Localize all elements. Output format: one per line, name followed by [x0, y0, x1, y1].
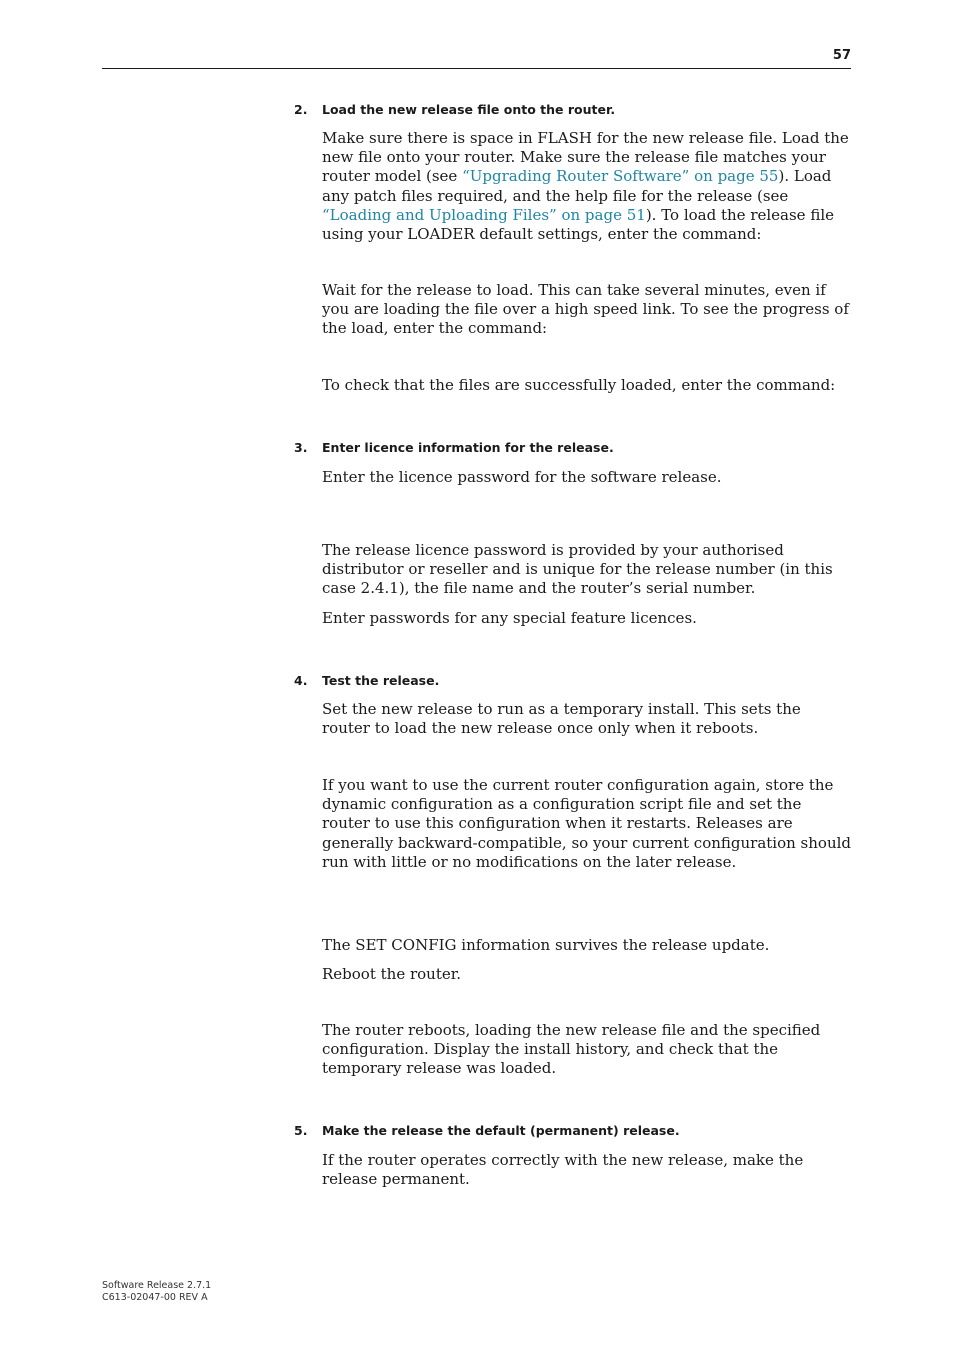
- footer: [102, 1280, 211, 1304]
- text-run: ). To load the release file using your LOADER default settings, enter the command:: [322, 205, 835, 244]
- step-title: Load the new release file onto the router.: [322, 102, 616, 117]
- footer-doc-number: C613-02047-00 REV A: [102, 1292, 208, 1303]
- step-number: 4.: [294, 673, 308, 688]
- step-number: 2.: [294, 102, 308, 117]
- step-4-paragraph-2: If you want to use the current router configuration again, store the dynamic configuration as a configuration script file and set the router to use this configuration when it restarts. Releases are generally backward-compatible, so your current configuration should run with little or no modifications on the later release.: [322, 776, 852, 871]
- text-run: ). Load any patch files required, and the help file for the release (see: [322, 167, 832, 205]
- step-title: Enter licence information for the release.: [322, 440, 614, 455]
- step-2-paragraph-2: Wait for the release to load. This can take several minutes, even if you are loading the file over a high speed link. To see the progress of the load, enter the command:: [322, 281, 849, 338]
- step-3-paragraph-2: The release licence password is provided by your authorised distributor or reseller and is unique for the release number (in this case 2.4.1), the file name and the router’s serial number.: [322, 541, 833, 598]
- step-title: Test the release.: [322, 673, 440, 688]
- step-4-paragraph-1: Set the new release to run as a temporary install. This sets the router to load the new release once only when it reboots.: [322, 700, 801, 738]
- step-4-heading: [294, 673, 439, 688]
- step-2-paragraph-3: To check that the files are successfully loaded, enter the command:: [322, 376, 836, 394]
- step-title: Make the release the default (permanent) release.: [322, 1123, 680, 1138]
- header-rule: [102, 68, 851, 69]
- step-2-heading: [294, 102, 615, 117]
- link-loading-and-uploading-files[interactable]: “Loading and Uploading Files” on page 51: [322, 205, 646, 224]
- footer-release: Software Release 2.7.1: [102, 1280, 212, 1291]
- step-number: 3.: [294, 440, 308, 455]
- step-5-heading: [294, 1123, 680, 1138]
- step-4-paragraph-4: Reboot the router.: [322, 965, 462, 983]
- step-5-paragraph-1: If the router operates correctly with the new release, make the release permanent.: [322, 1151, 804, 1189]
- step-3-heading: [294, 440, 614, 455]
- step-4-paragraph-5: The router reboots, loading the new release file and the specified configuration. Display the install history, and check that the temporary release was loaded.: [322, 1021, 821, 1078]
- step-3-paragraph-1: Enter the licence password for the software release.: [322, 468, 722, 486]
- link-upgrading-router-software[interactable]: “Upgrading Router Software” on page 55: [462, 167, 779, 186]
- step-4-paragraph-3: The SET CONFIG information survives the release update.: [322, 936, 770, 954]
- step-2-paragraph-1: [322, 129, 852, 244]
- step-number: 5.: [294, 1123, 308, 1138]
- page-number: 57: [832, 48, 851, 63]
- text-run: Make sure there is space in FLASH for the new release file. Load the new file onto your router. Make sure the release file matches your router model (see: [322, 129, 849, 186]
- step-3-paragraph-3: Enter passwords for any special feature licences.: [322, 609, 697, 627]
